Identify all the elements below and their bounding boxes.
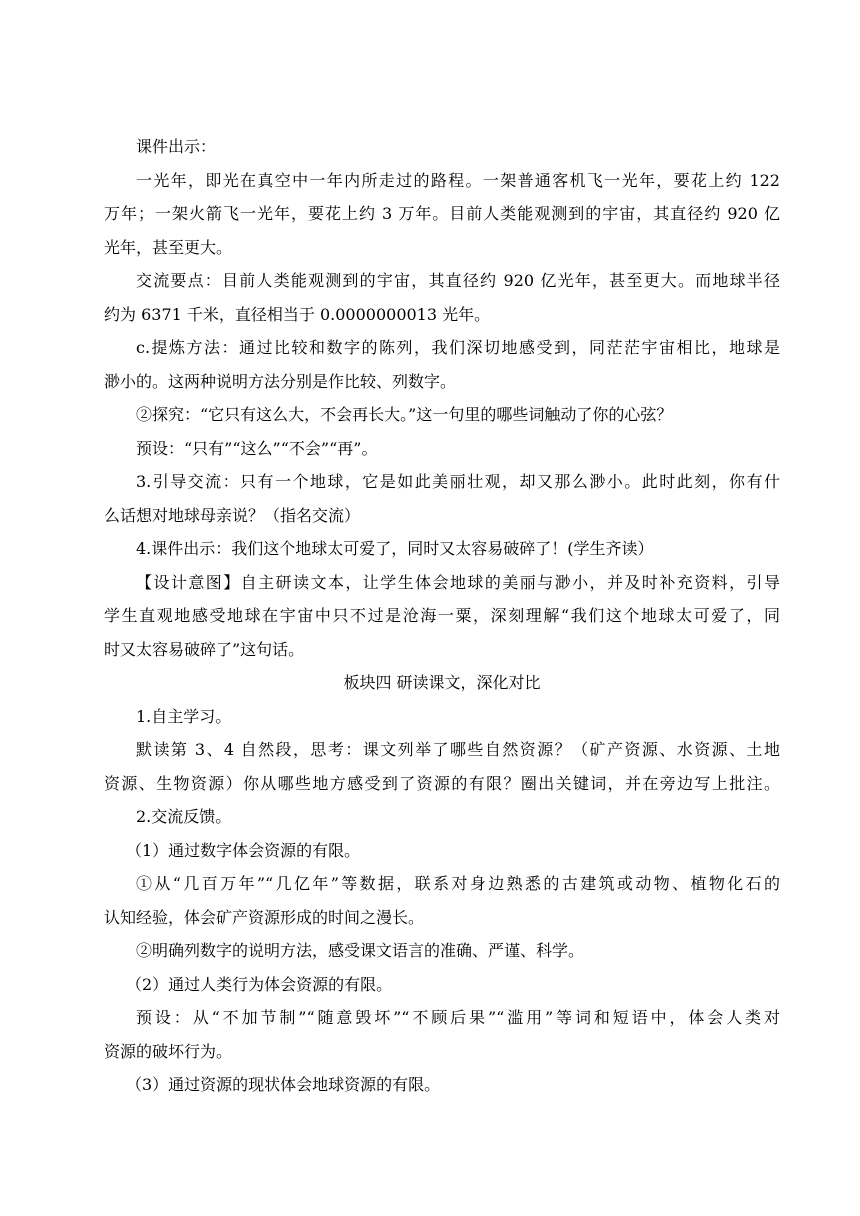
text-line: 渺小的。这两种说明方法分别是作比较、列数字。 bbox=[104, 371, 457, 391]
text-line: 3.引导交流：只有一个地球，它是如此美丽壮观，却又那么渺小。此时此刻，你有什 bbox=[136, 472, 780, 491]
text-line: 2.交流反馈。 bbox=[136, 807, 232, 826]
text-line: 4.课件出示：我们这个地球太可爱了，同时又太容易破碎了！(学生齐读） bbox=[136, 539, 654, 558]
text-line: （1）通过数字体会资源的有限。 bbox=[126, 840, 361, 860]
text-line: 约为 6371 千米，直径相当于 0.0000000013 光年。 bbox=[104, 304, 491, 324]
text-line: 万年；一架火箭飞一光年，要花上约 3 万年。目前人类能观测到的宇宙，其直径约 920 亿 bbox=[104, 204, 780, 223]
text-line: 时又太容易破碎了”这句话。 bbox=[104, 639, 305, 659]
document-page bbox=[104, 130, 780, 1102]
text-line: 【设计意图】自主研读文本，让学生体会地球的美丽与渺小，并及时补充资料，引导 bbox=[136, 572, 780, 592]
text-line: ②探究：“它只有这么大，不会再长大。”这一句里的哪些词触动了你的心弦？ bbox=[136, 405, 673, 424]
text-line: c.提炼方法：通过比较和数字的陈列，我们深切地感受到，同茫茫宇宙相比，地球是 bbox=[136, 338, 780, 357]
text-line: 预设：从“不加节制”“随意毁坏”“不顾后果”“滥用”等词和短语中，体会人类对 bbox=[136, 1008, 780, 1027]
text-line: ②明确列数字的说明方法，感受课文语言的准确、严谨、科学。 bbox=[136, 941, 585, 960]
text-line: 认知经验，体会矿产资源形成的时间之漫长。 bbox=[104, 907, 425, 927]
text-line: ①从“几百万年”“几亿年”等数据，联系对身边熟悉的古建筑或动物、植物化石的 bbox=[136, 874, 780, 893]
text-line: （3）通过资源的现状体会地球资源的有限。 bbox=[126, 1075, 441, 1094]
text-line: 么话想对地球母亲说？（指名交流） bbox=[104, 505, 361, 525]
text-line: 一光年，即光在真空中一年内所走过的路程。一架普通客机飞一光年，要花上约 122 bbox=[136, 170, 780, 190]
text-line: 光年，甚至更大。 bbox=[104, 237, 233, 257]
text-line: 学生直观地感受地球在宇宙中只不过是沧海一粟，深刻理解“我们这个地球太可爱了，同 bbox=[104, 606, 780, 625]
text-line: 交流要点：目前人类能观测到的宇宙，其直径约 920 亿光年，甚至更大。而地球半径 bbox=[136, 271, 780, 290]
text-line: （2）通过人类行为体会资源的有限。 bbox=[126, 974, 393, 994]
text-line: 预设：“只有”“这么”“不会”“再”。 bbox=[136, 438, 378, 458]
text-line: 课件出示： bbox=[136, 137, 217, 156]
text-line: 默读第 3、4 自然段，思考：课文列举了哪些自然资源？（矿产资源、水资源、土地 bbox=[136, 740, 780, 759]
text-line: 资源的破坏行为。 bbox=[104, 1041, 233, 1061]
text-line: 资源、生物资源）你从哪些地方感受到了资源的有限？圈出关键词，并在旁边写上批注。 bbox=[104, 773, 780, 793]
section-heading: 板块四 研读课文，深化对比 bbox=[343, 673, 541, 692]
text-line: 1.自主学习。 bbox=[136, 706, 232, 726]
